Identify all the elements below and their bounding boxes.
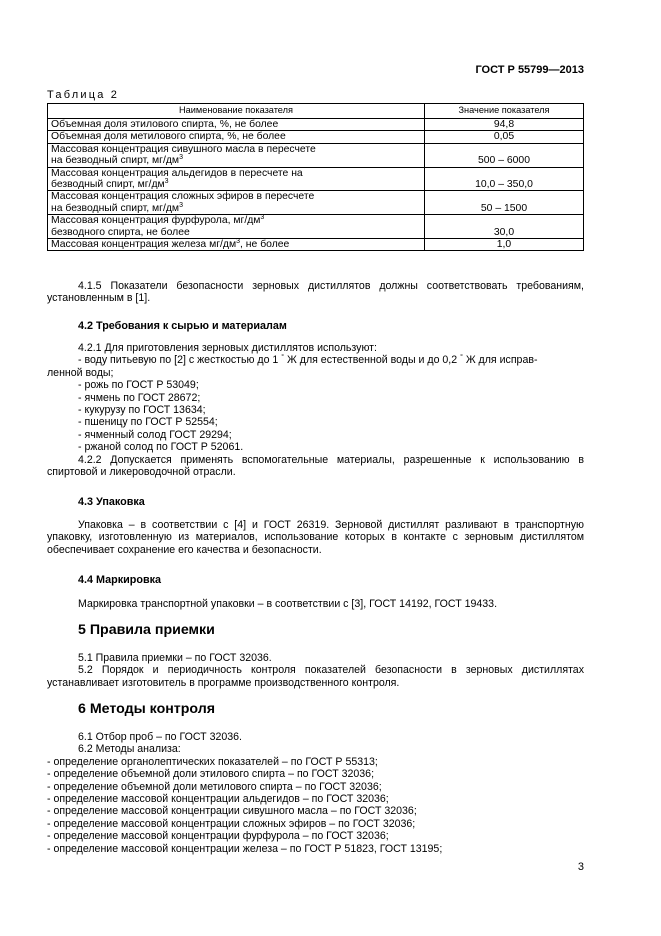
list-item: - определение массовой концентрации сивушного масла – по ГОСТ 32036; [47,805,417,818]
table-cell-value: 1,0 [425,239,584,251]
paragraph-6-1: 6.1 Отбор проб – по ГОСТ 32036. [78,731,242,743]
table-cell-value: 30,0 [425,215,584,239]
column-header-name: Наименование показателя [48,104,425,119]
list-item: - ржаной солод по ГОСТ Р 52061. [78,441,244,454]
row-name-line: безводного спирта, не более [51,226,190,238]
water-text-c: Ж для исправ- [462,354,538,367]
list-item: - ячменный солод ГОСТ 29294; [78,428,232,441]
row-name-line: Массовая концентрация альдегидов в пересчете на [51,167,303,179]
section-4-4-body [47,598,584,610]
section-4-2-body [47,342,584,478]
section-5-title: 5 Правила приемки [78,622,215,638]
row-name-line: Объемная доля этилового спирта, %, не более [51,119,279,130]
table-cell-name [48,215,425,239]
table-row [48,191,584,215]
list-item: - ячмень по ГОСТ 28672; [78,391,201,404]
paragraph-4-2-1: 4.2.1 Для приготовления зерновых дистиллятов используют: [78,342,377,354]
paragraph-6-2: 6.2 Методы анализа: [78,743,181,756]
table-cell-name [48,191,425,215]
table-cell-name [48,131,425,143]
methods-list [47,756,584,855]
degree-mark: ° [281,354,285,362]
table-cell-value: 500 – 6000 [425,143,584,167]
table-indicators [47,103,584,251]
list-item: - кукурузу по ГОСТ 13634; [78,404,206,417]
superscript: 3 [179,201,183,209]
row-name-line: , не более [240,239,290,251]
row-name-line: Массовая концентрация сивушного масла в пересчете [51,143,316,155]
superscript: 3 [164,178,169,186]
superscript: 3 [260,214,265,222]
table-row [48,143,584,167]
table-cell-value: 94,8 [425,119,584,131]
list-item: - определение массовой концентрации железа – по ГОСТ Р 51823, ГОСТ 13195; [47,842,443,855]
water-requirement [47,354,584,379]
table-cell-value: 10,0 – 350,0 [425,167,584,191]
list-item: - определение массовой концентрации фурфурола – по ГОСТ 32036; [47,830,389,843]
section-4-2-title: 4.2 Требования к сырью и материалам [78,320,287,332]
column-header-value: Значение показателя [425,104,584,119]
row-name-line: безводный спирт, мг/дм [51,179,165,191]
table-row [48,215,584,239]
list-item: - определение объемной доли этилового спирта – по ГОСТ 32036; [47,768,375,781]
table-row [48,239,584,251]
paragraph-5-1: 5.1 Правила приемки – по ГОСТ 32036. [78,652,272,664]
table-cell-value: 0,05 [425,131,584,143]
list-item: - определение массовой концентрации сложных эфиров – по ГОСТ 32036; [47,817,416,830]
table-cell-name [48,167,425,191]
degree-mark: ° [460,354,463,362]
section-4-3-title: 4.3 Упаковка [78,496,145,508]
document-id-header: ГОСТ Р 55799—2013 [475,64,584,76]
paragraph-4-1-5 [47,280,584,305]
table-row [48,119,584,131]
water-text-d: ленной воды; [47,366,114,379]
water-text-b: Ж для естественной воды и до 0,2 [284,354,461,367]
row-name-line: Массовая концентрация железа мг/дм [51,239,237,251]
page-number: 3 [577,861,584,873]
row-name-line: на безводный спирт, мг/дм [51,155,180,167]
table-caption: Таблица 2 [47,89,120,101]
paragraph-text: Упаковка – в соответствии с [4] и ГОСТ 26319. Зерновой дистиллят разливают в транспортную упаковку, изготовленную из материалов, использование которых в контакте с зерновым дистиллятом обеспечивает сохранение его качества и безопасности. [47,519,584,556]
table-cell-name [48,119,425,131]
water-text-a: - воду питьевую по [2] с жесткостью до 1 [78,354,282,367]
list-item: - определение органолептических показателей – по ГОСТ Р 55313; [47,755,378,768]
row-name-line: Массовая концентрация фурфурола, мг/дм [51,215,261,227]
raw-materials-list [47,379,584,453]
paragraph-4-2-2: 4.2.2 Допускается применять вспомогательные материалы, разрешенные к использованию в спиртовой и ликероводочной отрасли. [47,453,584,479]
row-name-line: на безводный спирт, мг/дм [51,202,180,214]
table-cell-name [48,239,425,251]
section-5-body [47,652,584,689]
row-name-line: Массовая концентрация сложных эфиров в пересчете [51,191,315,203]
list-item: - рожь по ГОСТ Р 53049; [78,379,199,392]
list-item: - определение массовой концентрации альдегидов – по ГОСТ 32036; [47,793,389,806]
paragraph-5-2: 5.2 Порядок и периодичность контроля показателей безопасности в зерновых дистиллятах устанавливает изготовитель в программе производственного контроля. [47,664,584,689]
section-6-body [47,731,584,855]
table-header-row [48,104,584,119]
section-6-title: 6 Методы контроля [78,701,216,717]
table-cell-value: 50 – 1500 [425,191,584,215]
section-4-3-body [47,519,584,556]
paragraph-text: Маркировка транспортной упаковки – в соответствии с [3], ГОСТ 14192, ГОСТ 19433. [78,598,498,610]
superscript: 3 [179,154,183,162]
paragraph-text: 4.1.5 Показатели безопасности зерновых дистиллятов должны соответствовать требованиям, установленным в [1]. [47,280,584,305]
table-row [48,167,584,191]
table-row [48,131,584,143]
superscript: 3 [236,238,241,246]
list-item: - пшеницу по ГОСТ Р 52554; [78,416,218,429]
table-cell-name [48,143,425,167]
row-name-line: Объемная доля метилового спирта, %, не более [51,131,286,143]
section-4-4-title: 4.4 Маркировка [78,574,162,586]
list-item: - определение объемной доли метилового спирта – по ГОСТ 32036; [47,780,382,793]
